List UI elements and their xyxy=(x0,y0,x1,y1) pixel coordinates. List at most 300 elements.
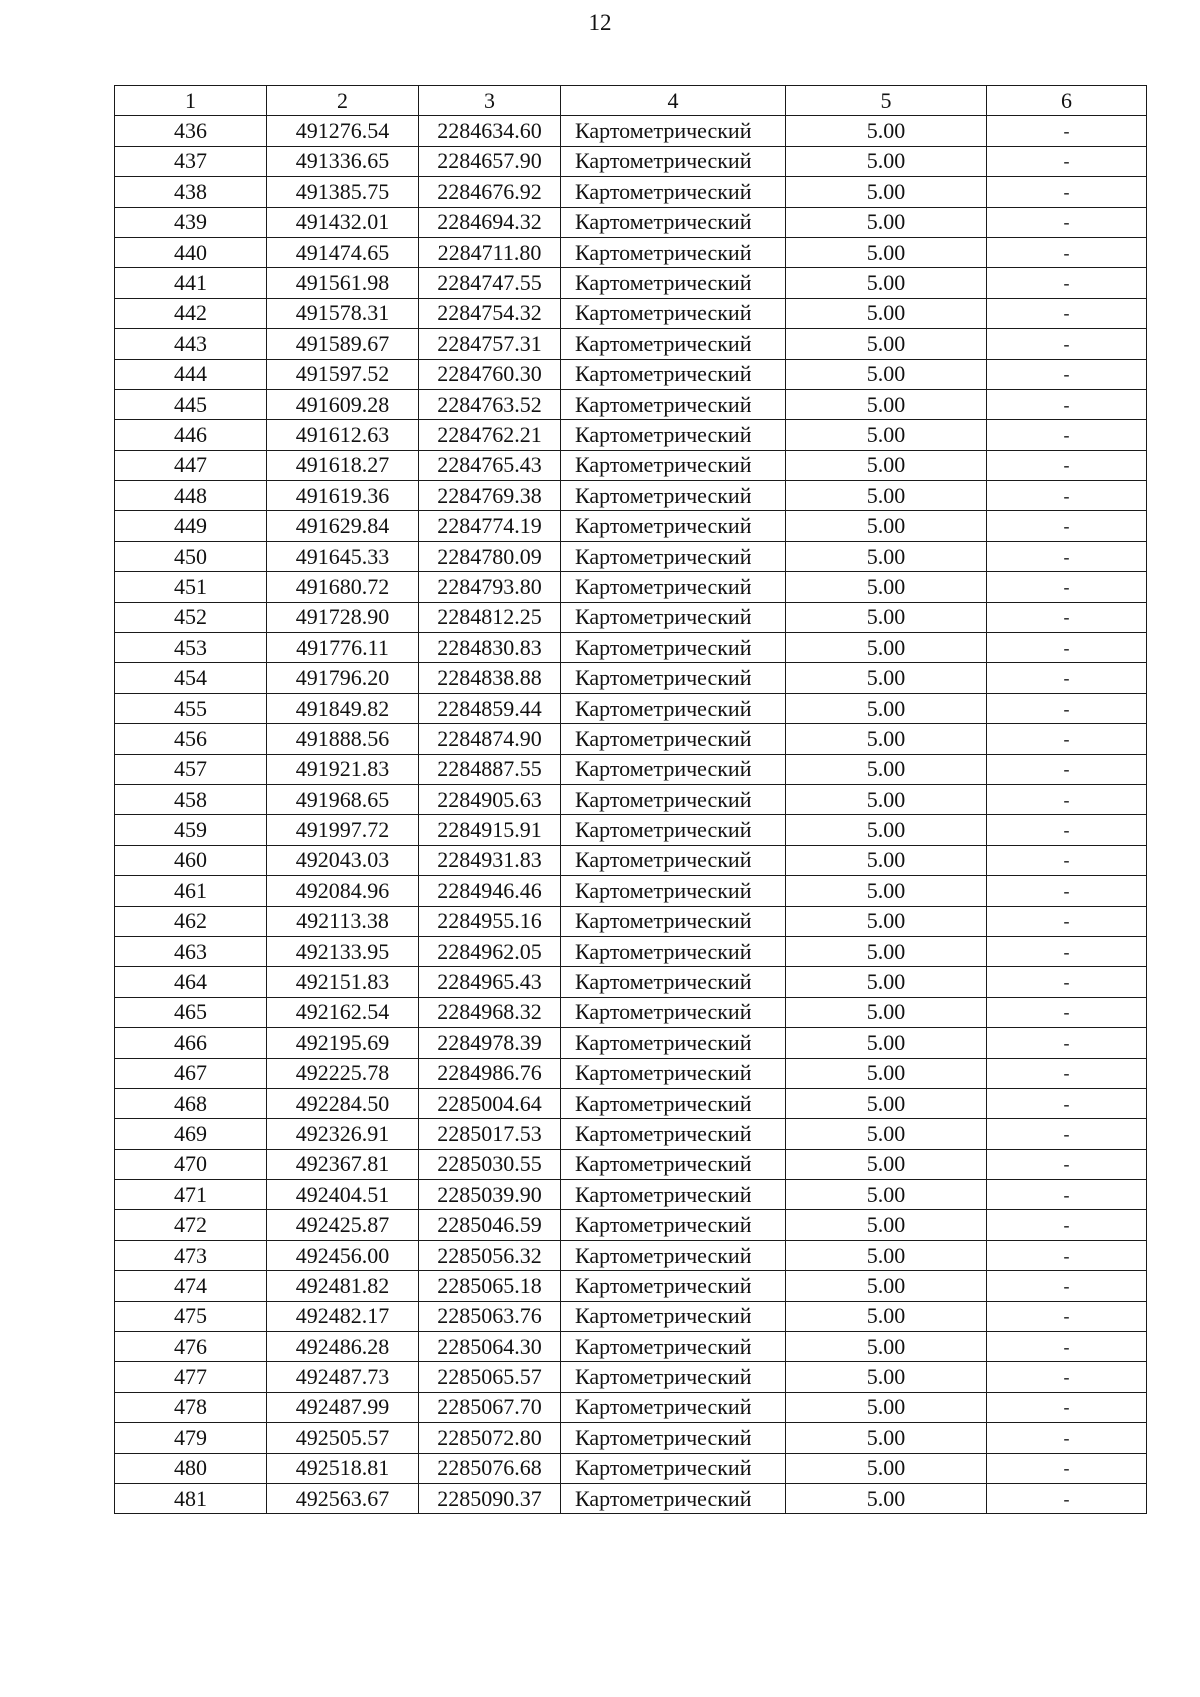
table-row xyxy=(115,1453,1147,1483)
point-number-cell: 444 xyxy=(115,359,267,389)
description-cell: - xyxy=(987,754,1147,784)
accuracy-cell: 5.00 xyxy=(786,572,987,602)
method-cell: Картометрический xyxy=(561,845,786,875)
accuracy-cell: 5.00 xyxy=(786,1149,987,1179)
point-number-cell: 480 xyxy=(115,1453,267,1483)
description-cell: - xyxy=(987,1210,1147,1240)
description-cell: - xyxy=(987,1483,1147,1513)
y-coordinate-cell: 2284859.44 xyxy=(419,693,561,723)
table-row xyxy=(115,541,1147,571)
accuracy-cell: 5.00 xyxy=(786,329,987,359)
y-coordinate-cell: 2284793.80 xyxy=(419,572,561,602)
accuracy-cell: 5.00 xyxy=(786,693,987,723)
point-number-cell: 438 xyxy=(115,177,267,207)
x-coordinate-cell: 492133.95 xyxy=(267,936,419,966)
x-coordinate-cell: 491432.01 xyxy=(267,207,419,237)
point-number-cell: 448 xyxy=(115,481,267,511)
y-coordinate-cell: 2284757.31 xyxy=(419,329,561,359)
y-coordinate-cell: 2284830.83 xyxy=(419,633,561,663)
accuracy-cell: 5.00 xyxy=(786,1180,987,1210)
x-coordinate-cell: 492151.83 xyxy=(267,967,419,997)
x-coordinate-cell: 491618.27 xyxy=(267,450,419,480)
page-number: 12 xyxy=(588,10,612,35)
y-coordinate-cell: 2284754.32 xyxy=(419,298,561,328)
point-number-cell: 457 xyxy=(115,754,267,784)
x-coordinate-cell: 492404.51 xyxy=(267,1180,419,1210)
method-cell: Картометрический xyxy=(561,1240,786,1270)
description-cell: - xyxy=(987,1058,1147,1088)
point-number-cell: 477 xyxy=(115,1362,267,1392)
point-number-cell: 470 xyxy=(115,1149,267,1179)
method-cell: Картометрический xyxy=(561,815,786,845)
method-cell: Картометрический xyxy=(561,754,786,784)
point-number-cell: 451 xyxy=(115,572,267,602)
description-cell: - xyxy=(987,845,1147,875)
description-cell: - xyxy=(987,906,1147,936)
method-cell: Картометрический xyxy=(561,997,786,1027)
accuracy-cell: 5.00 xyxy=(786,602,987,632)
point-number-cell: 454 xyxy=(115,663,267,693)
method-cell: Картометрический xyxy=(561,1180,786,1210)
y-coordinate-cell: 2285017.53 xyxy=(419,1119,561,1149)
table-row xyxy=(115,359,1147,389)
accuracy-cell: 5.00 xyxy=(786,1483,987,1513)
point-number-cell: 466 xyxy=(115,1028,267,1058)
method-cell: Картометрический xyxy=(561,1453,786,1483)
description-cell: - xyxy=(987,359,1147,389)
method-cell: Картометрический xyxy=(561,906,786,936)
description-cell: - xyxy=(987,298,1147,328)
description-cell: - xyxy=(987,329,1147,359)
y-coordinate-cell: 2284711.80 xyxy=(419,237,561,267)
accuracy-cell: 5.00 xyxy=(786,663,987,693)
point-number-cell: 436 xyxy=(115,116,267,146)
y-coordinate-cell: 2284812.25 xyxy=(419,602,561,632)
table-row xyxy=(115,389,1147,419)
description-cell: - xyxy=(987,1088,1147,1118)
y-coordinate-cell: 2285072.80 xyxy=(419,1423,561,1453)
column-header: 1 xyxy=(115,86,267,116)
description-cell: - xyxy=(987,1180,1147,1210)
accuracy-cell: 5.00 xyxy=(786,906,987,936)
y-coordinate-cell: 2284762.21 xyxy=(419,420,561,450)
y-coordinate-cell: 2285063.76 xyxy=(419,1301,561,1331)
accuracy-cell: 5.00 xyxy=(786,420,987,450)
method-cell: Картометрический xyxy=(561,1058,786,1088)
point-number-cell: 476 xyxy=(115,1332,267,1362)
table-row xyxy=(115,633,1147,663)
table-row xyxy=(115,207,1147,237)
table-row xyxy=(115,1271,1147,1301)
method-cell: Картометрический xyxy=(561,481,786,511)
accuracy-cell: 5.00 xyxy=(786,237,987,267)
point-number-cell: 465 xyxy=(115,997,267,1027)
x-coordinate-cell: 491609.28 xyxy=(267,389,419,419)
x-coordinate-cell: 492456.00 xyxy=(267,1240,419,1270)
y-coordinate-cell: 2284955.16 xyxy=(419,906,561,936)
description-cell: - xyxy=(987,146,1147,176)
accuracy-cell: 5.00 xyxy=(786,936,987,966)
x-coordinate-cell: 491849.82 xyxy=(267,693,419,723)
description-cell: - xyxy=(987,1453,1147,1483)
accuracy-cell: 5.00 xyxy=(786,845,987,875)
point-number-cell: 447 xyxy=(115,450,267,480)
y-coordinate-cell: 2284676.92 xyxy=(419,177,561,207)
point-number-cell: 439 xyxy=(115,207,267,237)
table-row xyxy=(115,1483,1147,1513)
y-coordinate-cell: 2284838.88 xyxy=(419,663,561,693)
method-cell: Картометрический xyxy=(561,876,786,906)
x-coordinate-cell: 491796.20 xyxy=(267,663,419,693)
method-cell: Картометрический xyxy=(561,724,786,754)
description-cell: - xyxy=(987,784,1147,814)
description-cell: - xyxy=(987,389,1147,419)
column-header: 4 xyxy=(561,86,786,116)
method-cell: Картометрический xyxy=(561,177,786,207)
point-number-cell: 446 xyxy=(115,420,267,450)
y-coordinate-cell: 2285030.55 xyxy=(419,1149,561,1179)
y-coordinate-cell: 2285067.70 xyxy=(419,1392,561,1422)
x-coordinate-cell: 492043.03 xyxy=(267,845,419,875)
accuracy-cell: 5.00 xyxy=(786,815,987,845)
description-cell: - xyxy=(987,1301,1147,1331)
y-coordinate-cell: 2284986.76 xyxy=(419,1058,561,1088)
method-cell: Картометрический xyxy=(561,1210,786,1240)
accuracy-cell: 5.00 xyxy=(786,1119,987,1149)
accuracy-cell: 5.00 xyxy=(786,541,987,571)
header-row xyxy=(115,86,1147,116)
y-coordinate-cell: 2285065.57 xyxy=(419,1362,561,1392)
y-coordinate-cell: 2284760.30 xyxy=(419,359,561,389)
x-coordinate-cell: 491561.98 xyxy=(267,268,419,298)
table-row xyxy=(115,845,1147,875)
accuracy-cell: 5.00 xyxy=(786,997,987,1027)
y-coordinate-cell: 2285076.68 xyxy=(419,1453,561,1483)
y-coordinate-cell: 2284774.19 xyxy=(419,511,561,541)
x-coordinate-cell: 491629.84 xyxy=(267,511,419,541)
table-row xyxy=(115,784,1147,814)
y-coordinate-cell: 2284978.39 xyxy=(419,1028,561,1058)
y-coordinate-cell: 2284874.90 xyxy=(419,724,561,754)
table-row xyxy=(115,876,1147,906)
accuracy-cell: 5.00 xyxy=(786,481,987,511)
description-cell: - xyxy=(987,633,1147,663)
x-coordinate-cell: 492486.28 xyxy=(267,1332,419,1362)
x-coordinate-cell: 492481.82 xyxy=(267,1271,419,1301)
x-coordinate-cell: 492084.96 xyxy=(267,876,419,906)
method-cell: Картометрический xyxy=(561,116,786,146)
table-row xyxy=(115,1301,1147,1331)
point-number-cell: 475 xyxy=(115,1301,267,1331)
x-coordinate-cell: 491612.63 xyxy=(267,420,419,450)
point-number-cell: 460 xyxy=(115,845,267,875)
y-coordinate-cell: 2284905.63 xyxy=(419,784,561,814)
y-coordinate-cell: 2285090.37 xyxy=(419,1483,561,1513)
method-cell: Картометрический xyxy=(561,450,786,480)
accuracy-cell: 5.00 xyxy=(786,876,987,906)
method-cell: Картометрический xyxy=(561,1423,786,1453)
y-coordinate-cell: 2284657.90 xyxy=(419,146,561,176)
method-cell: Картометрический xyxy=(561,1392,786,1422)
x-coordinate-cell: 491997.72 xyxy=(267,815,419,845)
method-cell: Картометрический xyxy=(561,1332,786,1362)
table-row xyxy=(115,997,1147,1027)
method-cell: Картометрический xyxy=(561,207,786,237)
accuracy-cell: 5.00 xyxy=(786,1058,987,1088)
description-cell: - xyxy=(987,1423,1147,1453)
description-cell: - xyxy=(987,967,1147,997)
description-cell: - xyxy=(987,1028,1147,1058)
x-coordinate-cell: 492326.91 xyxy=(267,1119,419,1149)
method-cell: Картометрический xyxy=(561,1149,786,1179)
method-cell: Картометрический xyxy=(561,420,786,450)
method-cell: Картометрический xyxy=(561,1119,786,1149)
method-cell: Картометрический xyxy=(561,146,786,176)
accuracy-cell: 5.00 xyxy=(786,1453,987,1483)
method-cell: Картометрический xyxy=(561,268,786,298)
accuracy-cell: 5.00 xyxy=(786,146,987,176)
x-coordinate-cell: 492425.87 xyxy=(267,1210,419,1240)
x-coordinate-cell: 491474.65 xyxy=(267,237,419,267)
x-coordinate-cell: 492482.17 xyxy=(267,1301,419,1331)
y-coordinate-cell: 2284968.32 xyxy=(419,997,561,1027)
table-row xyxy=(115,420,1147,450)
y-coordinate-cell: 2284962.05 xyxy=(419,936,561,966)
y-coordinate-cell: 2285039.90 xyxy=(419,1180,561,1210)
table-row xyxy=(115,116,1147,146)
accuracy-cell: 5.00 xyxy=(786,754,987,784)
table-row xyxy=(115,754,1147,784)
table-row xyxy=(115,329,1147,359)
point-number-cell: 468 xyxy=(115,1088,267,1118)
y-coordinate-cell: 2284946.46 xyxy=(419,876,561,906)
point-number-cell: 478 xyxy=(115,1392,267,1422)
accuracy-cell: 5.00 xyxy=(786,511,987,541)
x-coordinate-cell: 491776.11 xyxy=(267,633,419,663)
x-coordinate-cell: 491385.75 xyxy=(267,177,419,207)
description-cell: - xyxy=(987,450,1147,480)
x-coordinate-cell: 492487.73 xyxy=(267,1362,419,1392)
description-cell: - xyxy=(987,511,1147,541)
table-row xyxy=(115,1058,1147,1088)
point-number-cell: 452 xyxy=(115,602,267,632)
y-coordinate-cell: 2284769.38 xyxy=(419,481,561,511)
table-body xyxy=(115,116,1147,1514)
table-row xyxy=(115,815,1147,845)
description-cell: - xyxy=(987,1240,1147,1270)
column-header: 6 xyxy=(987,86,1147,116)
accuracy-cell: 5.00 xyxy=(786,268,987,298)
method-cell: Картометрический xyxy=(561,359,786,389)
x-coordinate-cell: 492113.38 xyxy=(267,906,419,936)
method-cell: Картометрический xyxy=(561,541,786,571)
table-row xyxy=(115,1240,1147,1270)
x-coordinate-cell: 491336.65 xyxy=(267,146,419,176)
point-number-cell: 437 xyxy=(115,146,267,176)
y-coordinate-cell: 2284931.83 xyxy=(419,845,561,875)
x-coordinate-cell: 492487.99 xyxy=(267,1392,419,1422)
method-cell: Картометрический xyxy=(561,663,786,693)
x-coordinate-cell: 491619.36 xyxy=(267,481,419,511)
method-cell: Картометрический xyxy=(561,389,786,419)
point-number-cell: 471 xyxy=(115,1180,267,1210)
accuracy-cell: 5.00 xyxy=(786,1088,987,1118)
table-row xyxy=(115,724,1147,754)
accuracy-cell: 5.00 xyxy=(786,389,987,419)
x-coordinate-cell: 491578.31 xyxy=(267,298,419,328)
x-coordinate-cell: 492518.81 xyxy=(267,1453,419,1483)
y-coordinate-cell: 2284887.55 xyxy=(419,754,561,784)
y-coordinate-cell: 2284765.43 xyxy=(419,450,561,480)
point-number-cell: 473 xyxy=(115,1240,267,1270)
x-coordinate-cell: 491597.52 xyxy=(267,359,419,389)
accuracy-cell: 5.00 xyxy=(786,298,987,328)
point-number-cell: 440 xyxy=(115,237,267,267)
accuracy-cell: 5.00 xyxy=(786,177,987,207)
x-coordinate-cell: 492505.57 xyxy=(267,1423,419,1453)
description-cell: - xyxy=(987,237,1147,267)
x-coordinate-cell: 491645.33 xyxy=(267,541,419,571)
table-row xyxy=(115,1210,1147,1240)
method-cell: Картометрический xyxy=(561,1028,786,1058)
accuracy-cell: 5.00 xyxy=(786,724,987,754)
point-number-cell: 453 xyxy=(115,633,267,663)
point-number-cell: 469 xyxy=(115,1119,267,1149)
table-row xyxy=(115,1392,1147,1422)
description-cell: - xyxy=(987,268,1147,298)
y-coordinate-cell: 2284915.91 xyxy=(419,815,561,845)
table-row xyxy=(115,1423,1147,1453)
method-cell: Картометрический xyxy=(561,329,786,359)
table-row xyxy=(115,1028,1147,1058)
table-row xyxy=(115,450,1147,480)
y-coordinate-cell: 2285056.32 xyxy=(419,1240,561,1270)
table-row xyxy=(115,511,1147,541)
y-coordinate-cell: 2284634.60 xyxy=(419,116,561,146)
x-coordinate-cell: 491589.67 xyxy=(267,329,419,359)
column-header: 5 xyxy=(786,86,987,116)
x-coordinate-cell: 491968.65 xyxy=(267,784,419,814)
accuracy-cell: 5.00 xyxy=(786,1028,987,1058)
accuracy-cell: 5.00 xyxy=(786,450,987,480)
table-row xyxy=(115,693,1147,723)
description-cell: - xyxy=(987,207,1147,237)
x-coordinate-cell: 491680.72 xyxy=(267,572,419,602)
description-cell: - xyxy=(987,541,1147,571)
x-coordinate-cell: 492195.69 xyxy=(267,1028,419,1058)
column-header: 3 xyxy=(419,86,561,116)
point-number-cell: 443 xyxy=(115,329,267,359)
method-cell: Картометрический xyxy=(561,1088,786,1118)
accuracy-cell: 5.00 xyxy=(786,1332,987,1362)
method-cell: Картометрический xyxy=(561,298,786,328)
description-cell: - xyxy=(987,1271,1147,1301)
point-number-cell: 461 xyxy=(115,876,267,906)
table-row xyxy=(115,298,1147,328)
point-number-cell: 442 xyxy=(115,298,267,328)
point-number-cell: 479 xyxy=(115,1423,267,1453)
method-cell: Картометрический xyxy=(561,967,786,997)
table-row xyxy=(115,1362,1147,1392)
accuracy-cell: 5.00 xyxy=(786,1423,987,1453)
description-cell: - xyxy=(987,693,1147,723)
table-row xyxy=(115,1332,1147,1362)
method-cell: Картометрический xyxy=(561,633,786,663)
accuracy-cell: 5.00 xyxy=(786,1392,987,1422)
description-cell: - xyxy=(987,1362,1147,1392)
method-cell: Картометрический xyxy=(561,602,786,632)
table-row xyxy=(115,1149,1147,1179)
y-coordinate-cell: 2284747.55 xyxy=(419,268,561,298)
description-cell: - xyxy=(987,602,1147,632)
y-coordinate-cell: 2285065.18 xyxy=(419,1271,561,1301)
method-cell: Картометрический xyxy=(561,1362,786,1392)
method-cell: Картометрический xyxy=(561,693,786,723)
accuracy-cell: 5.00 xyxy=(786,784,987,814)
point-number-cell: 450 xyxy=(115,541,267,571)
description-cell: - xyxy=(987,116,1147,146)
table-header xyxy=(115,86,1147,116)
point-number-cell: 463 xyxy=(115,936,267,966)
y-coordinate-cell: 2284780.09 xyxy=(419,541,561,571)
accuracy-cell: 5.00 xyxy=(786,207,987,237)
description-cell: - xyxy=(987,1149,1147,1179)
point-number-cell: 456 xyxy=(115,724,267,754)
y-coordinate-cell: 2284965.43 xyxy=(419,967,561,997)
description-cell: - xyxy=(987,420,1147,450)
point-number-cell: 455 xyxy=(115,693,267,723)
x-coordinate-cell: 492162.54 xyxy=(267,997,419,1027)
accuracy-cell: 5.00 xyxy=(786,1210,987,1240)
x-coordinate-cell: 491921.83 xyxy=(267,754,419,784)
method-cell: Картометрический xyxy=(561,1483,786,1513)
table-row xyxy=(115,572,1147,602)
table-row xyxy=(115,663,1147,693)
description-cell: - xyxy=(987,876,1147,906)
method-cell: Картометрический xyxy=(561,237,786,267)
description-cell: - xyxy=(987,572,1147,602)
point-number-cell: 462 xyxy=(115,906,267,936)
description-cell: - xyxy=(987,997,1147,1027)
description-cell: - xyxy=(987,481,1147,511)
x-coordinate-cell: 492284.50 xyxy=(267,1088,419,1118)
x-coordinate-cell: 492225.78 xyxy=(267,1058,419,1088)
description-cell: - xyxy=(987,177,1147,207)
accuracy-cell: 5.00 xyxy=(786,967,987,997)
description-cell: - xyxy=(987,724,1147,754)
description-cell: - xyxy=(987,1392,1147,1422)
table-row xyxy=(115,967,1147,997)
table-row xyxy=(115,1088,1147,1118)
point-number-cell: 459 xyxy=(115,815,267,845)
accuracy-cell: 5.00 xyxy=(786,1240,987,1270)
y-coordinate-cell: 2284763.52 xyxy=(419,389,561,419)
method-cell: Картометрический xyxy=(561,1271,786,1301)
x-coordinate-cell: 491276.54 xyxy=(267,116,419,146)
table-row xyxy=(115,146,1147,176)
method-cell: Картометрический xyxy=(561,572,786,602)
table-row xyxy=(115,602,1147,632)
column-header: 2 xyxy=(267,86,419,116)
point-number-cell: 481 xyxy=(115,1483,267,1513)
method-cell: Картометрический xyxy=(561,784,786,814)
description-cell: - xyxy=(987,1119,1147,1149)
method-cell: Картометрический xyxy=(561,511,786,541)
table-row xyxy=(115,936,1147,966)
point-number-cell: 474 xyxy=(115,1271,267,1301)
table-row xyxy=(115,268,1147,298)
point-number-cell: 449 xyxy=(115,511,267,541)
